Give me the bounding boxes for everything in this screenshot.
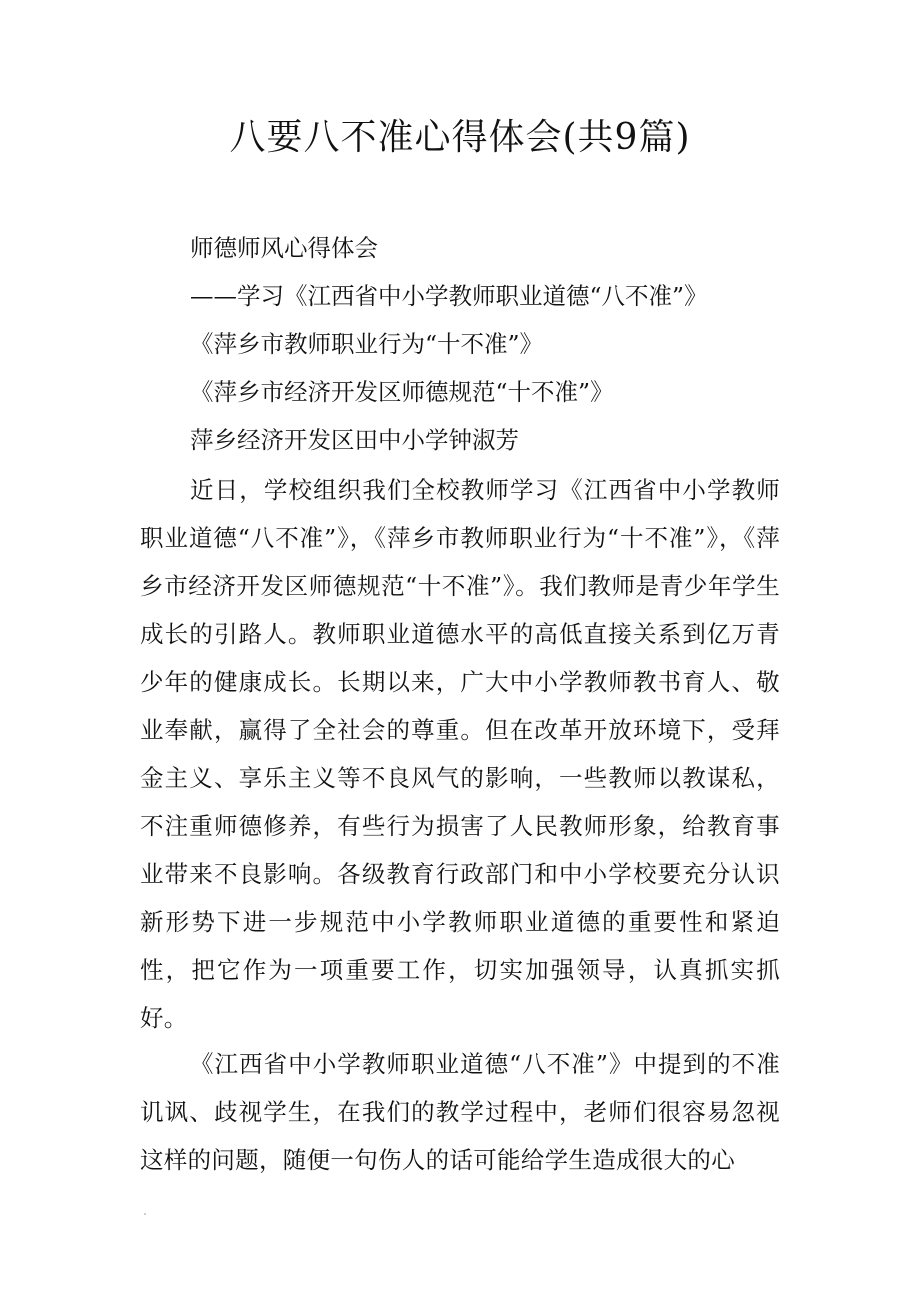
scan-speck	[144, 1213, 146, 1215]
article-author: 萍乡经济开发区田中小学钟淑芳	[190, 426, 519, 454]
article-subtitle-2: 《萍乡市教师职业行为“十不准”》	[190, 330, 544, 358]
document-title: 八要八不准心得体会(共9篇)	[229, 117, 691, 158]
article-heading: 师德师风心得体会	[190, 234, 378, 262]
body-paragraph-1: 近日，学校组织我们全校教师学习《江西省中小学教师职业道德“八不准”》，《萍乡市教师职业行为“十不准”》，《萍乡市经济开发区师德规范“十不准”》。我们教师是青少年学生成长的引路人。教师职业道德水平的高低直接关系到亿万青少年的健康成长。长期以来，广大中小学教师教书育人、敬业奉献，赢得了全社会的尊重。但在改革开放环境下，受拜金主义、享乐主义等不良风气的影响，一些教师以教谋私，不注重师德修养，有些行为损害了人民教师形象，给教育事业带来不良影响。各级教育行政部门和中小学校要充分认识新形势下进一步规范中小学教师职业道德的重要性和紧迫性，把它作为一项重要工作，切实加强领导，认真抓实抓好。	[140, 476, 780, 1032]
article-subtitle-3: 《萍乡市经济开发区师德规范“十不准”》	[190, 378, 614, 406]
body-paragraph-2: 《江西省中小学教师职业道德“八不准”》中提到的不准讥讽、歧视学生，在我们的教学过程中，老师们很容易忽视这样的问题，随便一句伤人的话可能给学生造成很大的心	[140, 1050, 780, 1174]
article-subtitle-1: ——学习《江西省中小学教师职业道德“八不准”》	[190, 282, 708, 310]
